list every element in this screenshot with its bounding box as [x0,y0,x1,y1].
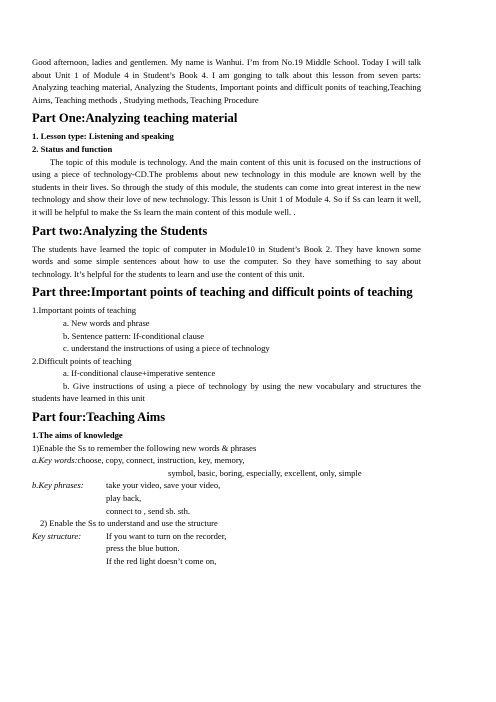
lesson-type-heading: 1. Lesson type: Listening and speaking [32,131,174,142]
difficult-points-heading: 2.Difficult points of teaching [32,355,132,366]
difficult-point-b: b. Give instructions of using a piece of technology by using the new vocabulary and structures the students have learned in this unit [32,380,421,404]
intro-paragraph: Good afternoon, ladies and gentlemen. My name is Wanhui. I’m from No.19 Middle School. Today I will talk about Unit 1 of Module 4 in Student’s Book 4. I am gonging to talk about this lesson from seven parts: Analyzing teaching material, Analyzing the Students, Important points and difficult ponits of teaching,Teaching Aims, Teaching methods , Studying methods, Teaching Procedure [32,57,421,105]
enable-structure-line: 2) Enable the Ss to understand and use the structure [40,518,218,529]
students-analysis-body: The students have learned the topic of computer in Module10 in Student’s Book 2. They have known some words and some simple sentences about how to use the computer. So they have something to say about technology. It’s helpful for the students to learn and use the content of this unit. [32,243,421,279]
important-point-a: a. New words and phrase [63,317,150,328]
important-points-heading: 1.Important points of teaching [32,305,137,316]
part-three-heading: Part three:Important points of teaching and difficult points of teaching [32,285,413,300]
key-phrases-row [32,479,421,492]
part-one-heading: Part One:Analyzing teaching material [32,111,238,126]
key-words-row [32,454,421,467]
status-function-body: The topic of this module is technology. And the main content of this unit is focused on the instructions of using a piece of technology-CD.The problems about new technology in this module are known well by the students in their lives. So through the study of this module, the students can come into great interest in the new technology and show their love of new technology. This lesson is Unit 1 of Module 4. So if Ss can learn it well, it will be helpful to make the Ss learn the main content of this module well. . [32,156,421,217]
important-point-c: c. understand the instructions of using a piece of technology [63,343,270,354]
key-structure-label: Key structure: [32,530,82,541]
key-structure-2: press the blue button. [106,543,180,554]
key-structure-row [32,530,421,543]
key-phrases-2: play back, [106,493,142,504]
key-phrases-label: b.Key phrases: [32,480,84,491]
enable-words-line: 1)Enable the Ss to remember the following new words & phrases [32,442,257,453]
key-phrases-1: take your video, save your video, [106,480,221,491]
key-structure-3: If the red light doesn’t come on, [106,556,217,566]
part-two-heading: Part two:Analyzing the Students [32,223,208,238]
part-four-heading: Part four:Teaching Aims [32,410,166,425]
key-words-label: a.Key words: [32,455,78,466]
status-function-heading: 2. Status and function [32,143,113,154]
key-structure-1: If you want to turn on the recorder, [106,530,227,541]
important-point-b: b. Sentence pattern: If-conditional clause [63,330,205,341]
difficult-point-a: a. If-conditional clause+imperative sentence [63,368,216,379]
knowledge-aims-heading: 1.The aims of knowledge [32,430,123,441]
key-words-list-1: choose, copy, connect, instruction, key, memory, [77,455,245,466]
key-words-list-2: symbol, basic, boring, especially, excellent, only, simple [168,467,362,478]
document-page [32,56,421,568]
key-phrases-3: connect to , send sb. sth. [106,505,191,516]
